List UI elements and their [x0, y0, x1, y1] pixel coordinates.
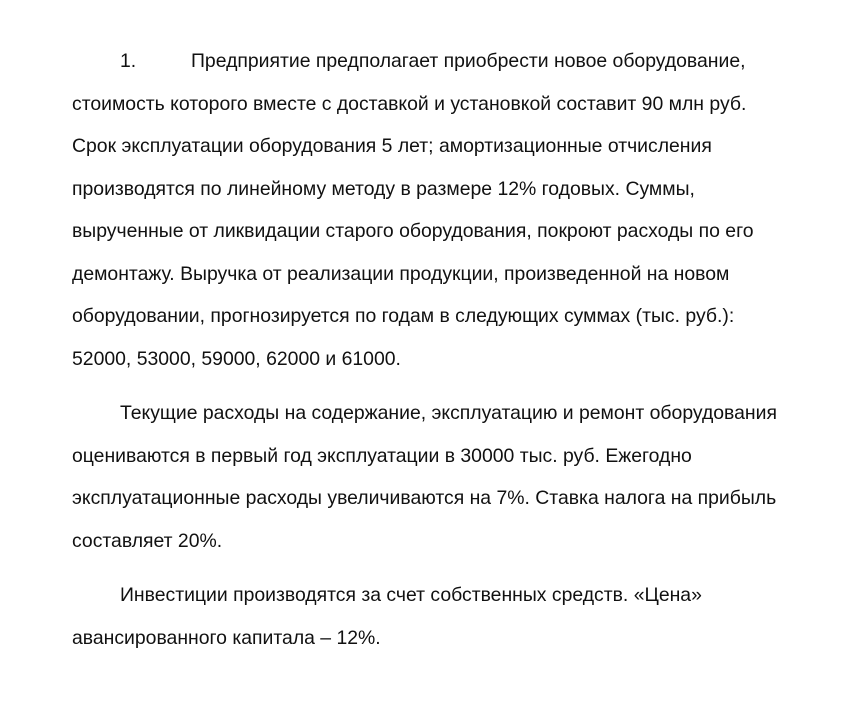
paragraph-3 [72, 574, 842, 659]
paragraph-1-line-7: оборудовании, прогнозируется по годам в следующих суммах (тыс. руб.): [72, 305, 735, 327]
paragraph-1-line-5: вырученные от ликвидации старого оборудования, покроют расходы по его [72, 220, 754, 242]
paragraph-1-line-2: стоимость которого вместе с доставкой и установкой составит 90 млн руб. [72, 92, 747, 115]
paragraph-1-line-8: 52000, 53000, 59000, 62000 и 61000. [72, 347, 401, 370]
paragraph-1-line-6: демонтажу. Выручка от реализации продукции, произведенной на новом [72, 262, 730, 285]
document-page [72, 40, 842, 659]
paragraph-1-line-3: Срок эксплуатации оборудования 5 лет; амортизационные отчисления [72, 135, 712, 157]
paragraph-3-line-1: Инвестиции производятся за счет собственных средств. «Цена» [120, 584, 702, 606]
paragraph-spacer [72, 380, 842, 392]
paragraph-text: Предприятие предполагает приобрести новое оборудование, [191, 50, 746, 72]
paragraph-2-line-4: составляет 20%. [72, 529, 223, 552]
paragraph-spacer [72, 562, 842, 574]
paragraph-3-line-2: авансированного капитала – 12%. [72, 626, 381, 649]
paragraph-2 [72, 392, 842, 562]
paragraph-1-line-4: производятся по линейному методу в размере 12% годовых. Суммы, [72, 177, 695, 200]
paragraph-1-line-1 [72, 40, 842, 83]
paragraph-2-line-2: оцениваются в первый год эксплуатации в 30000 тыс. руб. Ежегодно [72, 444, 692, 467]
paragraph-2-line-3: эксплуатационные расходы увеличиваются на 7%. Ставка налога на прибыль [72, 487, 777, 509]
list-number: 1. [120, 50, 137, 72]
paragraph-2-line-1: Текущие расходы на содержание, эксплуатацию и ремонт оборудования [120, 402, 777, 424]
paragraph-1 [72, 40, 842, 380]
